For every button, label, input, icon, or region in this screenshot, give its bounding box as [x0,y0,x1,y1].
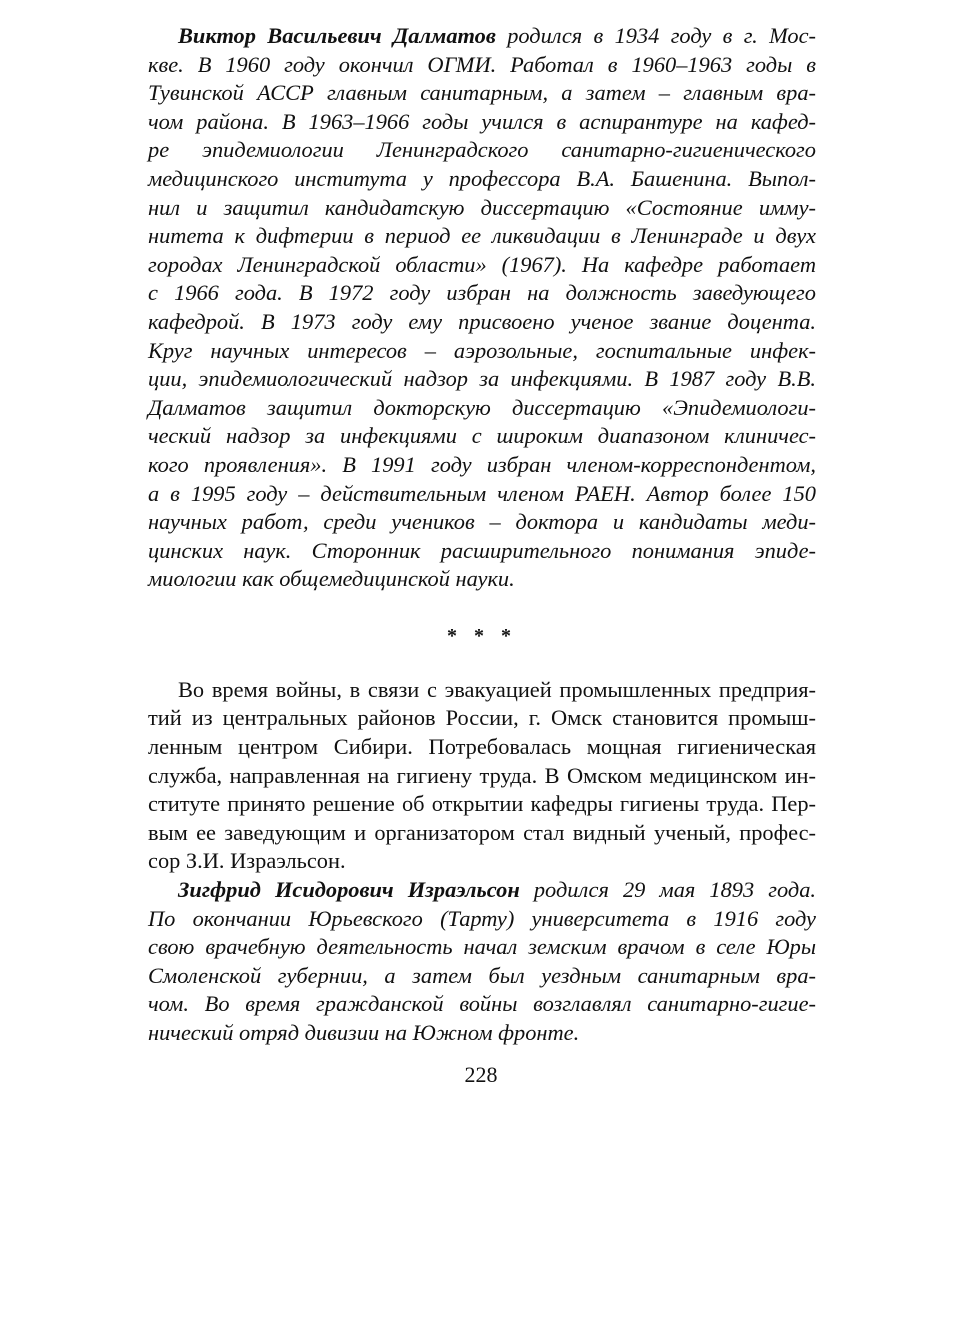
bio-izraelson [148,876,816,1048]
text-line: цинских наук. Сторонник расширительного понимания эпиде- [148,537,816,563]
text-line: ленным центром Сибири. Потребовалась мощная гигиеническая [148,734,816,760]
history-paragraph [148,676,816,876]
text-line: ческий надзор за инфекциями с широким диапазоном клиничес- [148,423,816,449]
page-number: 228 [464,1062,498,1087]
text-line: Виктор Васильевич Далматов родился в 1934 году в г. Мос- [178,23,816,48]
text-line: медицинского института у профессора В.А. Башенина. Выпол- [148,165,816,191]
spacer [148,656,816,676]
text-line: кве. В 1960 году окончил ОГМИ. Работал в 1960–1963 годы в [148,51,816,77]
text-line: нитета к дифтерии в период ее ликвидации в Ленинграде и двух [148,223,816,249]
text-line: кафедрой. В 1973 году ему присвоено ученое звание доцента. [148,308,816,334]
text-line: нил и защитил кандидатскую диссертацию «Состояние имму- [148,194,816,220]
text-line: Зигфрид Исидорович Израэльсон родился 29 мая 1893 года. [178,877,816,903]
bio-dalmatov [148,22,816,594]
person-name: Виктор Васильевич Далматов [178,23,496,48]
text-line: вым ее заведующим и организатором стал видный ученый, профес- [148,819,816,845]
text-line: миологии как общемедицинской науки. [148,566,515,592]
text-line: Тувинской АССР главным санитарным, а затем – главным вра- [148,80,816,106]
text-line: чом. Во время гражданской войны возглавлял санитарно-гигие- [148,991,816,1017]
text-line: чом района. В 1963–1966 годы учился в аспирантуре на кафед- [148,108,816,134]
text-line: свою врачебную деятельность начал земским врачом в селе Юры [148,934,816,960]
text-line: нический отряд дивизии на Южном фронте. [148,1020,580,1045]
text-line: ре эпидемиологии Ленинградского санитарно-гигиенического [148,137,816,163]
text-line: Во время войны, в связи с эвакуацией промышленных предприя- [178,676,816,702]
text-line: научных работ, среди учеников – доктора и кандидаты меди- [148,509,816,535]
text-line: Смоленской губернии, а затем был уездным санитарным вра- [148,962,816,988]
text-line: По окончании Юрьевского (Тарту) университета в 1916 году [148,905,816,931]
text-line: сор З.И. Израэльсон. [148,848,346,874]
page-body [148,22,816,1048]
section-separator: * * * [447,624,517,647]
text-line: служба, направленная на гигиену труда. В Омском медицинском ин- [148,762,816,788]
text-line: тий из центральных районов России, г. Омск становится промыш- [148,705,816,731]
text-line: Круг научных интересов – аэрозольные, госпитальные инфек- [148,337,816,363]
text-line: а в 1995 году – действительным членом РАЕН. Автор более 150 [148,480,816,506]
text-line: городах Ленинградской области» (1967). На кафедре работает [148,251,816,277]
person-name: Зигфрид Исидорович Израэльсон [178,877,520,903]
text-line: кого проявления». В 1991 году избран членом-корреспондентом, [148,451,816,477]
text-line: ституте принято решение об открытии кафедры гигиены труда. Пер- [148,791,816,817]
text-line: Далматов защитил докторскую диссертацию «Эпидемиологи- [148,394,816,420]
text-line: с 1966 года. В 1972 году избран на должность заведующего [148,280,816,306]
text-line: ции, эпидемиологический надзор за инфекциями. В 1987 году В.В. [148,366,816,392]
